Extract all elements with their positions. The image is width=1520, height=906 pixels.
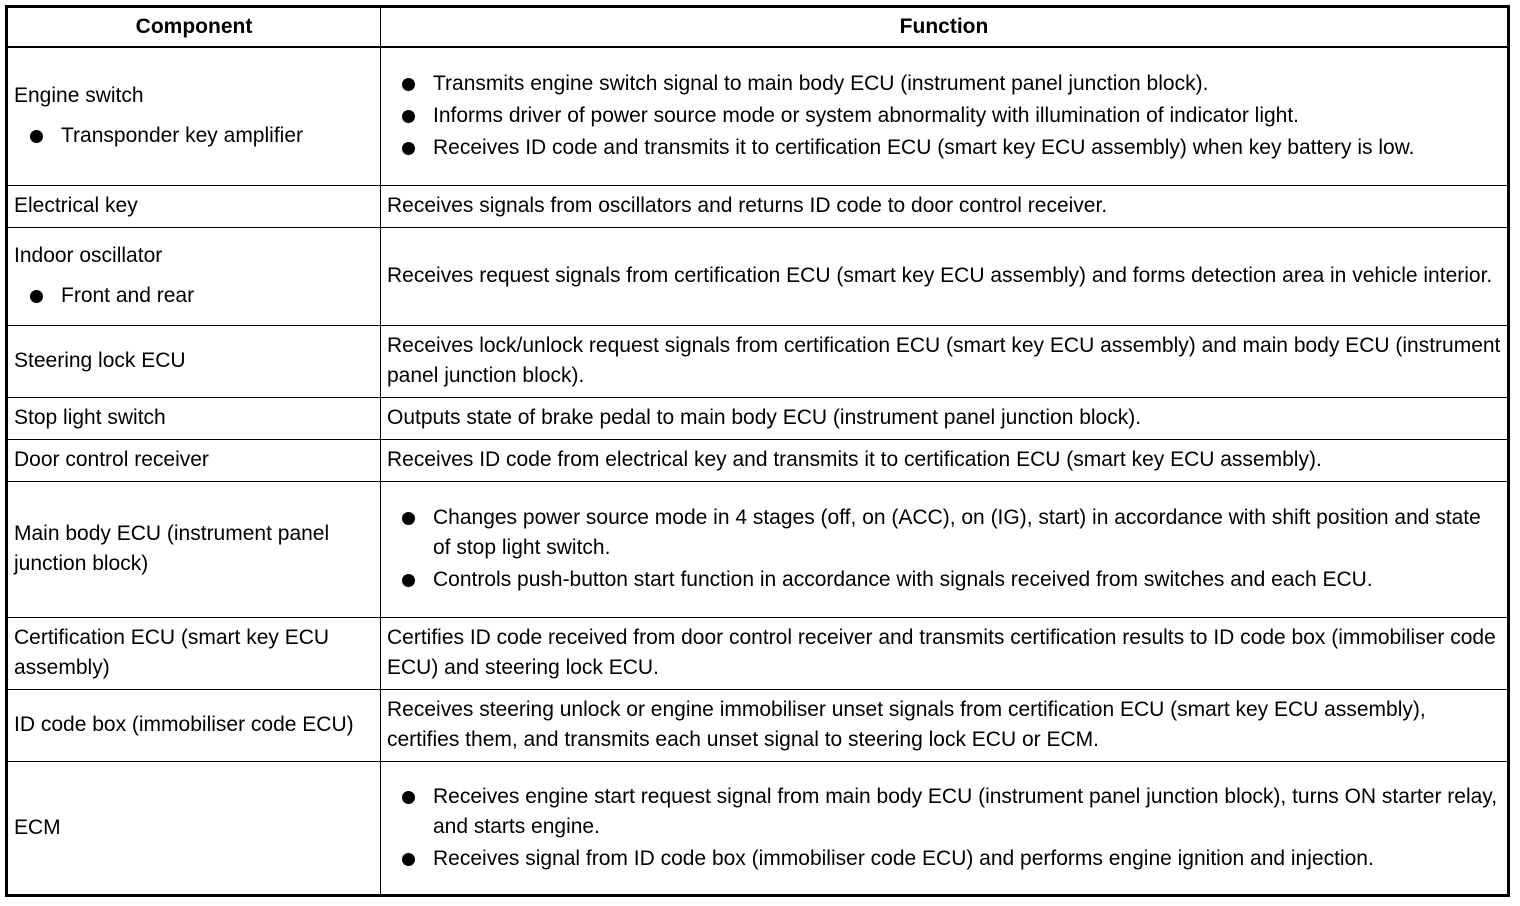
bullet-icon — [30, 130, 43, 143]
component-cell — [7, 227, 381, 325]
component-sub-item — [14, 281, 374, 311]
function-item: Receives engine start request signal from main body ECU (instrument panel junction block), turns ON starter relay, and starts engine. — [402, 782, 1501, 842]
component-cell — [7, 47, 381, 185]
table-row — [7, 47, 1509, 185]
table-row — [7, 185, 1509, 227]
component-cell: Certification ECU (smart key ECU assembly) — [7, 617, 381, 689]
bullet-icon — [402, 574, 415, 587]
bullet-icon — [402, 791, 415, 804]
table-row — [7, 439, 1509, 481]
function-item: Receives signal from ID code box (immobiliser code ECU) and performs engine ignition and injection. — [402, 844, 1501, 874]
component-cell: Electrical key — [7, 185, 381, 227]
bullet-icon — [402, 78, 415, 91]
table-row — [7, 689, 1509, 761]
function-cell — [381, 761, 1509, 895]
function-item: Transmits engine switch signal to main body ECU (instrument panel junction block). — [402, 69, 1501, 99]
component-cell: Door control receiver — [7, 439, 381, 481]
function-item: Receives ID code and transmits it to certification ECU (smart key ECU assembly) when key battery is low. — [402, 133, 1501, 163]
component-cell: Main body ECU (instrument panel junction block) — [7, 481, 381, 617]
function-list — [387, 503, 1501, 595]
component-function-table — [5, 5, 1510, 897]
header-function: Function — [381, 7, 1509, 48]
table-row — [7, 617, 1509, 689]
table-row — [7, 227, 1509, 325]
function-list — [387, 69, 1501, 163]
function-item: Informs driver of power source mode or system abnormality with illumination of indicator light. — [402, 101, 1501, 131]
component-name: Indoor oscillator — [14, 244, 163, 267]
function-cell — [381, 47, 1509, 185]
table-row — [7, 325, 1509, 397]
header-row — [7, 7, 1509, 48]
component-cell: Stop light switch — [7, 397, 381, 439]
component-sub-item — [14, 121, 374, 151]
function-cell — [381, 481, 1509, 617]
component-function-table-wrapper — [5, 5, 1507, 897]
bullet-icon — [402, 853, 415, 866]
function-cell: Receives steering unlock or engine immobiliser unset signals from certification ECU (smart key ECU assembly), certifies them, and transmits each unset signal to steering lock ECU or ECM. — [381, 689, 1509, 761]
bullet-icon — [402, 110, 415, 123]
bullet-icon — [30, 290, 43, 303]
bullet-icon — [402, 142, 415, 155]
bullet-icon — [402, 512, 415, 525]
function-cell: Receives request signals from certification ECU (smart key ECU assembly) and forms detection area in vehicle interior. — [381, 227, 1509, 325]
function-cell: Certifies ID code received from door control receiver and transmits certification results to ID code box (immobiliser code ECU) and steering lock ECU. — [381, 617, 1509, 689]
component-sub-label: Transponder key amplifier — [61, 124, 303, 148]
function-cell: Receives lock/unlock request signals from certification ECU (smart key ECU assembly) and main body ECU (instrument panel junction block). — [381, 325, 1509, 397]
function-list — [387, 782, 1501, 874]
function-item: Changes power source mode in 4 stages (off, on (ACC), on (IG), start) in accordance with shift position and state of stop light switch. — [402, 503, 1501, 563]
table-row — [7, 761, 1509, 895]
function-cell: Receives signals from oscillators and returns ID code to door control receiver. — [381, 185, 1509, 227]
component-cell: ECM — [7, 761, 381, 895]
table-row — [7, 397, 1509, 439]
header-component: Component — [7, 7, 381, 48]
function-item: Controls push-button start function in accordance with signals received from switches and each ECU. — [402, 565, 1501, 595]
component-cell: ID code box (immobiliser code ECU) — [7, 689, 381, 761]
table-row — [7, 481, 1509, 617]
component-cell: Steering lock ECU — [7, 325, 381, 397]
component-sub-label: Front and rear — [61, 284, 195, 307]
function-cell: Receives ID code from electrical key and transmits it to certification ECU (smart key ECU assembly). — [381, 439, 1509, 481]
component-name: Engine switch — [14, 84, 144, 108]
function-cell: Outputs state of brake pedal to main body ECU (instrument panel junction block). — [381, 397, 1509, 439]
